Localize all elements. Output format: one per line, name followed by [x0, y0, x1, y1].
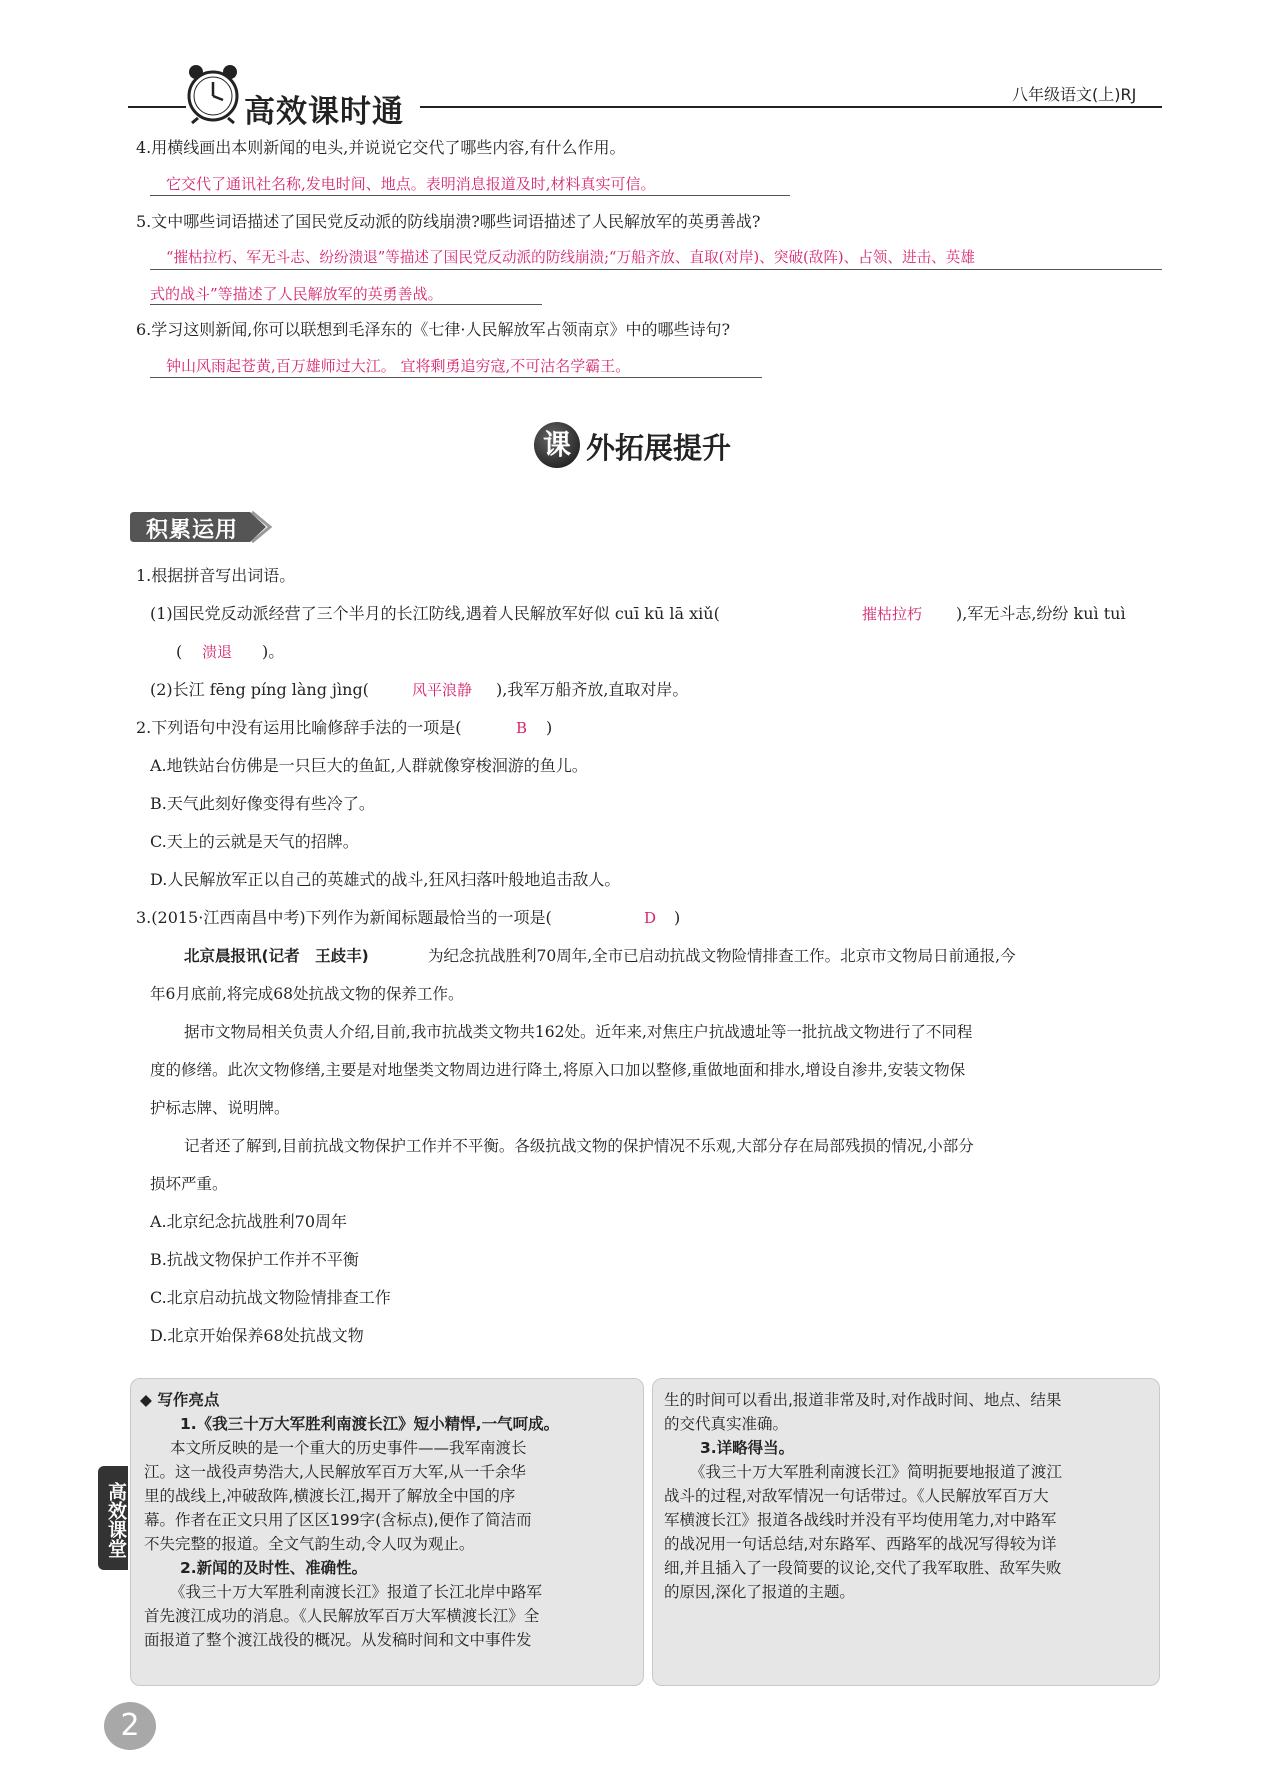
q3-stem: 3.(2015·江西南昌中考)下列作为新闻标题最恰当的一项是(: [136, 908, 552, 927]
sidebar-text: 军横渡长江》报道各战线时并没有平均使用笔力,对中路军: [664, 1511, 1057, 1529]
clock-logo: [186, 62, 240, 124]
q3-news-line: 据市文物局相关负责人介绍,目前,我市抗战类文物共162处。近年来,对焦庄户抗战遗址等一批抗战文物进行了不同程: [184, 1023, 973, 1041]
header-logo-text: 高效课时通: [244, 94, 404, 130]
q3-option-b: B.抗战文物保护工作并不平衡: [150, 1250, 359, 1269]
q2-option-b: B.天气此刻好像变得有些冷了。: [150, 794, 375, 813]
answer-6: 钟山风雨起苍黄,百万雄师过大江。 宜将剩勇追穷寇,不可沽名学霸王。: [166, 357, 631, 375]
header-grade: 八年级语文(上)RJ: [1012, 85, 1137, 104]
q3-news-line: 年6月底前,将完成68处抗战文物的保养工作。: [150, 985, 464, 1003]
q3-option-a: A.北京纪念抗战胜利70周年: [150, 1212, 348, 1231]
sidebar-text: 的原因,深化了报道的主题。: [664, 1583, 855, 1601]
header-rule-left: [128, 106, 186, 108]
section-badge-text: 课: [542, 428, 571, 461]
q1-part2-a: (2)长江 fēng píng làng jìng(: [150, 680, 369, 699]
sidebar-point-2: 2.新闻的及时性、准确性。: [180, 1559, 368, 1577]
sidebar-text: 首先渡江成功的消息。《人民解放军百万大军横渡长江》全: [144, 1607, 540, 1625]
page-number: 2: [120, 1708, 140, 1743]
sidebar-text: 幕。作者在正文只用了区区199字(含标点),便作了简洁而: [144, 1511, 532, 1529]
sidebar-text: 《我三十万大军胜利南渡长江》简明扼要地报道了渡江: [690, 1463, 1063, 1481]
sidebar-point-1: 1.《我三十万大军胜利南渡长江》短小精悍,一气呵成。: [180, 1415, 560, 1433]
page-number-badge: [104, 1702, 156, 1750]
sidebar-point-3: 3.详略得当。: [700, 1439, 795, 1457]
q3-option-c: C.北京启动抗战文物险情排查工作: [150, 1288, 391, 1307]
question-6: 6.学习这则新闻,你可以联想到毛泽东的《七律·人民解放军占领南京》中的哪些诗句?: [136, 320, 731, 339]
q1-part2-answer: 风平浪静: [412, 681, 473, 699]
q1-part1-b: ),军无斗志,纷纷 kuì tuì: [956, 604, 1126, 623]
sidebar-text: 江。这一战役声势浩大,人民解放军百万大军,从一千余华: [144, 1463, 526, 1481]
q1-part1-a: (1)国民党反动派经营了三个半月的长江防线,遇着人民解放军好似 cuī kū lā xiǔ(: [150, 604, 720, 623]
q3-news-line: 护标志牌、说明牌。: [150, 1099, 290, 1117]
answer-4-line: [150, 195, 790, 196]
q2-option-a: A.地铁站台仿佛是一只巨大的鱼缸,人群就像穿梭洄游的鱼儿。: [150, 756, 588, 775]
q3-news-line: 损坏严重。: [150, 1175, 228, 1193]
q3-news-line: 为纪念抗战胜利70周年,全市已启动抗战文物险情排查工作。北京市文物局日前通报,今: [428, 947, 1016, 965]
q3-news-line: 度的修缮。此次文物修缮,主要是对地堡类文物周边进行降土,将原入口加以整修,重做地面和排水,增设自渗井,安装文物保: [150, 1061, 966, 1079]
q1-part1-close: )。: [262, 642, 285, 661]
answer-5-line2: 式的战斗”等描述了人民解放军的英勇善战。: [150, 285, 443, 303]
header-rule-right: [420, 106, 1162, 108]
sidebar-text: 战斗的过程,对敌军情况一句话带过。《人民解放军百万大: [664, 1487, 1049, 1505]
answer-6-line: [150, 377, 762, 378]
q2-stem: 2.下列语句中没有运用比喻修辞手法的一项是(: [136, 718, 462, 737]
sidebar-text: 不失完整的报道。全文气韵生动,令人叹为观止。: [144, 1535, 475, 1553]
q2-answer: B: [516, 719, 528, 737]
q2-option-d: D.人民解放军正以自己的英雄式的战斗,狂风扫落叶般地追击敌人。: [150, 870, 621, 889]
answer-4: 它交代了通讯社名称,发电时间、地点。表明消息报道及时,材料真实可信。: [166, 175, 656, 193]
q3-answer: D: [644, 909, 657, 927]
sidebar-text: 细,并且插入了一段简要的议论,交代了我军取胜、敌军失败: [664, 1559, 1062, 1577]
q3-option-d: D.北京开始保养68处抗战文物: [150, 1326, 364, 1345]
question-4: 4.用横线画出本则新闻的电头,并说说它交代了哪些内容,有什么作用。: [136, 138, 626, 157]
section-badge: [534, 422, 580, 468]
side-tab: [98, 1466, 128, 1570]
q3-news-lead: 北京晨报讯(记者 王歧丰): [184, 947, 369, 965]
q2-option-c: C.天上的云就是天气的招牌。: [150, 832, 359, 851]
question-5: 5.文中哪些词语描述了国民党反动派的防线崩溃?哪些词语描述了人民解放军的英勇善战?: [136, 212, 761, 231]
q1-part1-answer: 摧枯拉朽: [862, 605, 923, 623]
answer-5-line1-rule: [150, 269, 1162, 270]
subsection-label: 积累运用: [146, 518, 239, 543]
q1-part1-open: (: [176, 642, 183, 661]
sidebar-text: 的战况用一句话总结,对东路军、西路军的战况写得较为详: [664, 1535, 1057, 1553]
sidebar-text: 的交代真实准确。: [664, 1415, 789, 1433]
sidebar-text: 里的战线上,冲破敌阵,横渡长江,揭开了解放全中国的序: [144, 1487, 516, 1505]
answer-5-line1: “摧枯拉朽、军无斗志、纷纷溃退”等描述了国民党反动派的防线崩溃;“万船齐放、直取(对岸)、突破(敌阵)、占领、进击、英雄: [166, 249, 975, 266]
sidebar-text: 《我三十万大军胜利南渡长江》报道了长江北岸中路军: [170, 1583, 543, 1601]
q1-part2-b: ),我军万船齐放,直取对岸。: [496, 680, 689, 699]
section-title: 外拓展提升: [586, 431, 732, 465]
q1-part1-answer2: 溃退: [202, 643, 233, 661]
answer-5-line2-rule: [150, 304, 542, 305]
sidebar-heading: ◆ 写作亮点: [140, 1391, 220, 1409]
q3-news-line: 记者还了解到,目前抗战文物保护工作并不平衡。各级抗战文物的保护情况不乐观,大部分存在局部残损的情况,小部分: [184, 1137, 974, 1155]
side-tab-label: 高效课堂: [105, 1482, 127, 1558]
q2-stem-close: ): [546, 718, 553, 737]
subsection-tag: [128, 508, 274, 546]
sidebar-text: 生的时间可以看出,报道非常及时,对作战时间、地点、结果: [664, 1391, 1062, 1409]
q3-stem-close: ): [674, 908, 681, 927]
sidebar-text: 本文所反映的是一个重大的历史事件——我军南渡长: [170, 1439, 527, 1457]
q1-stem: 1.根据拼音写出词语。: [136, 566, 296, 585]
sidebar-text: 面报道了整个渡江战役的概况。从发稿时间和文中事件发: [144, 1631, 532, 1649]
